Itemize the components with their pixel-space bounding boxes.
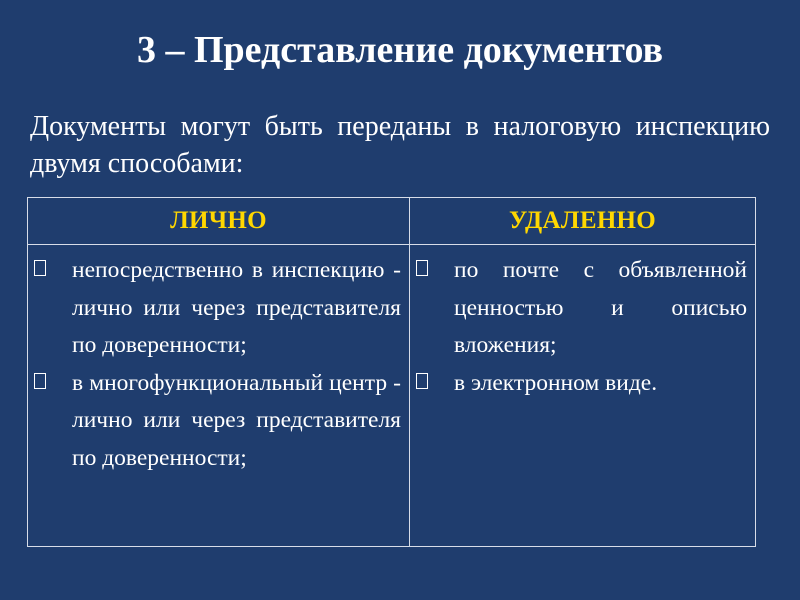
remote-list — [410, 252, 755, 402]
slide-title: 3 – Представление документов — [136, 29, 664, 71]
submission-methods-table — [27, 197, 756, 547]
intro-text: Документы могут быть переданы в налоговую инспекцию двумя способами: — [30, 111, 770, 179]
missing-glyph-icon — [416, 260, 428, 276]
missing-glyph-icon — [416, 373, 428, 389]
list-item-text: непосредственно в инспекцию - лично или через представителя по доверенности; — [72, 257, 401, 358]
list-item — [28, 252, 409, 365]
remote-cell — [410, 245, 756, 547]
table-row — [28, 245, 756, 547]
table-header-row — [28, 198, 756, 245]
list-item-text: в электронном виде. — [454, 369, 658, 396]
list-item-text: по почте с объявленной ценностью и описью вложения; — [454, 257, 747, 358]
header-remote: УДАЛЕННО — [410, 198, 756, 245]
missing-glyph-icon — [34, 373, 46, 389]
list-item — [410, 365, 755, 403]
list-item-text: в многофункциональный центр - лично или через представителя по доверенности; — [72, 369, 401, 471]
in-person-list — [28, 252, 409, 477]
missing-glyph-icon — [34, 260, 46, 276]
in-person-cell — [28, 245, 410, 547]
list-item — [28, 365, 409, 478]
header-in-person: ЛИЧНО — [28, 198, 410, 245]
list-item — [410, 252, 755, 365]
